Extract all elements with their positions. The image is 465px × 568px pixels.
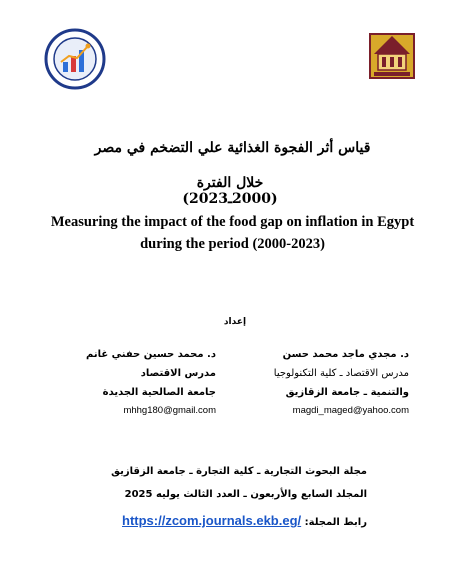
journal-volume-text: المجلد السابع والأربعون ـ العدد الثالث يوليه	[155, 489, 367, 500]
journal-name: مجلة البحوث التجارية ـ كلية التجارة ـ جامعة الزقازيق	[111, 466, 367, 477]
journal-link-label: رابط المجلة:	[304, 517, 367, 528]
prepared-by-label: إعداد	[223, 317, 247, 327]
journal-year: 2025	[124, 489, 153, 500]
author-left-email: mhhg180@gmail.com	[123, 405, 216, 416]
arabic-title-line2: خلال الفترة (2000ـ2023)	[182, 175, 278, 207]
journal-link[interactable]: https://zcom.journals.ekb.eg/	[122, 513, 302, 528]
english-title-line1: Measuring the impact of the food gap on inflation in Egypt	[50, 214, 415, 230]
author-left-position: مدرس الاقتصاد	[140, 368, 216, 379]
author-left-name: د. محمد حسين حفني غانم	[86, 349, 216, 360]
author-left-university: جامعة الصالحية الجديدة	[102, 387, 216, 398]
author-right-position-line2: والتنمية ـ جامعة الزقازيق	[285, 387, 409, 398]
author-right-position-line1: مدرس الاقتصاد ـ كلية التكنولوجيا	[273, 368, 409, 379]
zagazig-university-logo	[364, 28, 420, 84]
journal-link-row	[47, 513, 367, 528]
author-right-email: magdi_maged@yahoo.com	[292, 405, 409, 416]
english-title-line2: during the period (2000-2023)	[140, 236, 325, 252]
journal-volume	[67, 489, 367, 500]
arabic-title-line1: قياس أثر الفجوة الغذائية علي التضخم في مصر	[94, 140, 371, 156]
author-right-name: د. مجدي ماجد محمد حسن	[282, 349, 409, 360]
journal-logo	[44, 28, 106, 90]
